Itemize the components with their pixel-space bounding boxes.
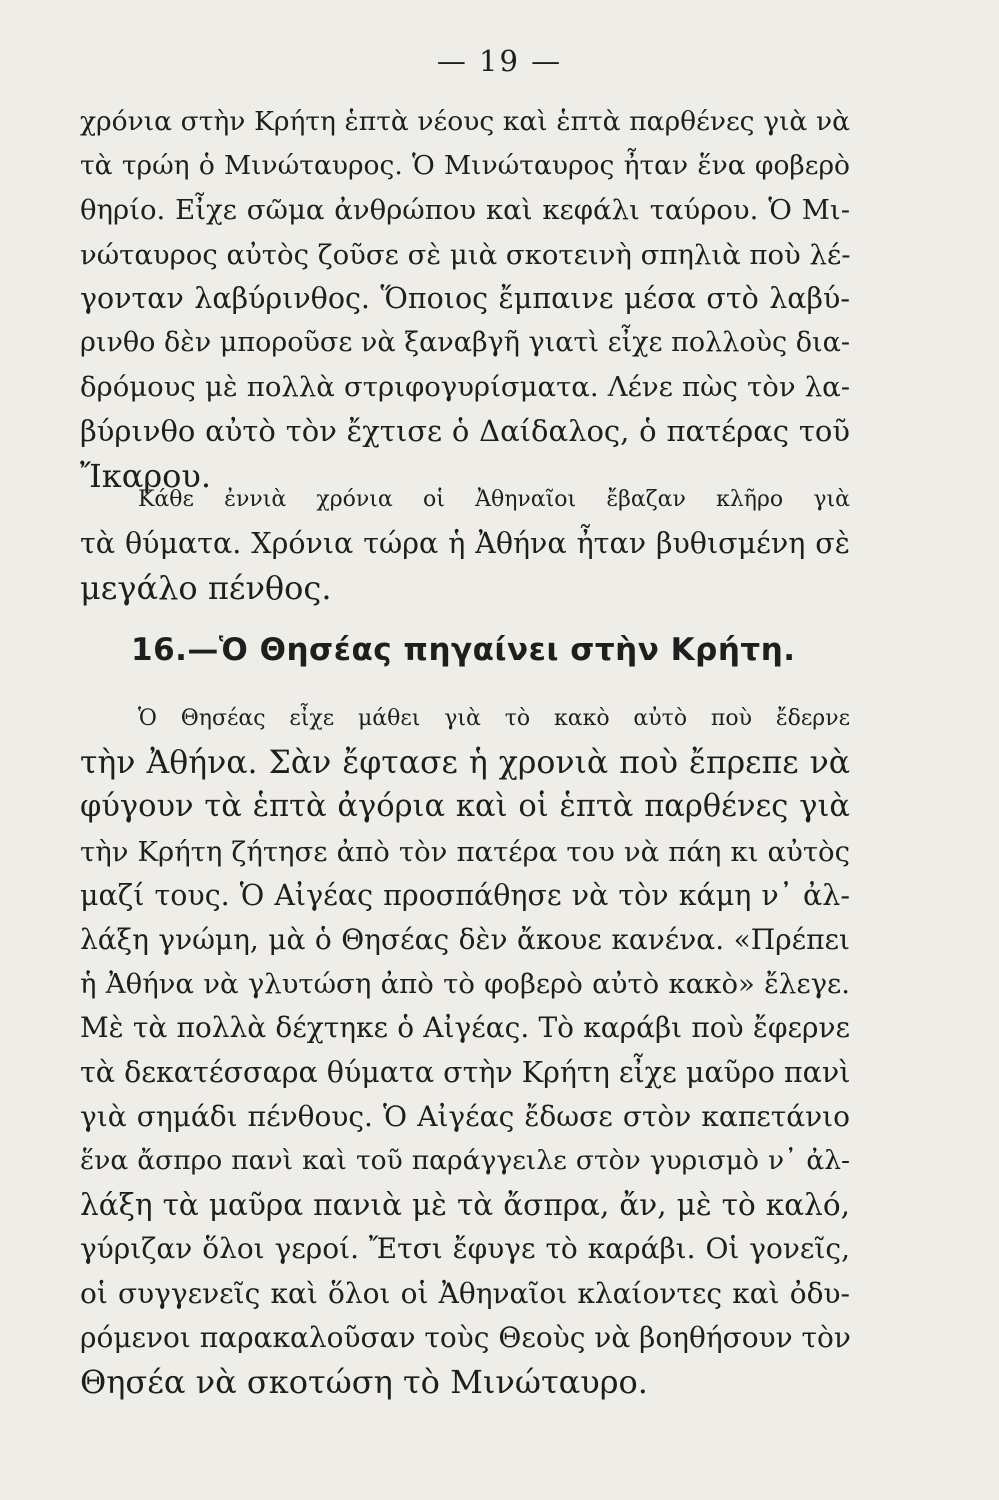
text-line: Μὲ τὰ πολλὰ δέχτηκε ὁ Αἰγέας. Τὸ καράβι ποὺ ἔφερνε <box>80 1011 850 1045</box>
paragraph-lottery <box>80 478 850 611</box>
text-line: φύγουν τὰ ἑπτὰ ἀγόρια καὶ οἱ ἑπτὰ παρθένες γιὰ <box>80 789 850 825</box>
text-line: γύριζαν ὅλοι γεροί. Ἔτσι ἔφυγε τὸ καράβι. Οἱ γονεῖς, <box>80 1232 850 1266</box>
text-line: λάξη γνώμη, μὰ ὁ Θησέας δὲν ἄκουε κανένα. «Πρέπει <box>80 923 850 957</box>
text-line: Θησέα νὰ σκοτώση τὸ Μινώταυρο. <box>80 1363 648 1402</box>
text-line: θηρίο. Εἶχε σῶμα ἀνθρώπου καὶ κεφάλι ταύρου. Ὁ Μι- <box>80 194 850 227</box>
text-line: βύρινθο αὐτὸ τὸν ἔχτισε ὁ Δαίδαλος, ὁ πατέρας τοῦ <box>80 414 850 449</box>
text-line: Κάθε ἐννιὰ χρόνια οἱ Ἀθηναῖοι ἔβαζαν κλῆρο γιὰ <box>138 487 850 512</box>
section-heading: 16.—Ὁ Θησέας πηγαίνει στὴν Κρήτη. <box>131 632 796 668</box>
paragraph-minotaur <box>80 100 850 498</box>
text-line: ρόμενοι παρακαλοῦσαν τοὺς Θεοὺς νὰ βοηθήσουν τὸν <box>80 1320 851 1354</box>
text-line: μεγάλο πένθος. <box>80 569 332 608</box>
text-line: νώταυρος αὐτὸς ζοῦσε σὲ μιὰ σκοτεινὴ σπηλιὰ ποὺ λέ- <box>80 238 851 271</box>
text-line: τὰ δεκατέσσαρα θύματα στὴν Κρήτη εἶχε μαῦρο πανὶ <box>80 1055 851 1089</box>
text-line: Ὁ Θησέας εἶχε μάθει γιὰ τὸ κακὸ αὐτὸ ποὺ ἔδερνε <box>138 706 850 731</box>
page-number: — 19 — <box>436 44 563 78</box>
text-line: τὰ τρώη ὁ Μινώταυρος. Ὁ Μινώταυρος ἦταν ἕνα φοβερὸ <box>80 150 850 182</box>
text-line: τὴν Ἀθήνα. Σὰν ἔφτασε ἡ χρονιὰ ποὺ ἔπρεπε νὰ <box>80 745 850 782</box>
text-line: λάξη τὰ μαῦρα πανιὰ μὲ τὰ ἄσπρα, ἄν, μὲ τὸ καλό, <box>80 1188 850 1223</box>
text-line: γονταν λαβύρινθος. Ὅποιος ἔμπαινε μέσα στὸ λαβύ- <box>80 281 850 315</box>
text-line: ἕνα ἄσπρο πανὶ καὶ τοῦ παράγγειλε στὸν γυρισμὸ ν᾽ ἀλ- <box>80 1145 850 1177</box>
text-line: ἡ Ἀθήνα νὰ γλυτώση ἀπὸ τὸ φοβερὸ αὐτὸ κακὸ» ἔλεγε. <box>80 968 850 1001</box>
text-line: τὰ θύματα. Χρόνια τώρα ἡ Ἀθήνα ἦταν βυθισμένη σὲ <box>80 527 850 561</box>
text-line: γιὰ σημάδι πένθους. Ὁ Αἰγέας ἔδωσε στὸν καπετάνιο <box>80 1099 850 1133</box>
paragraph-theseus <box>80 697 850 1404</box>
text-line: χρόνια στὴν Κρήτη ἑπτὰ νέους καὶ ἑπτὰ παρθένες γιὰ νὰ <box>80 106 850 137</box>
text-line: Ἴκαρου. <box>80 456 212 495</box>
text-line: ρινθο δὲν μποροῦσε νὰ ξαναβγῆ γιατὶ εἶχε πολλοὺς δια- <box>80 327 850 359</box>
text-line: τὴν Κρήτη ζήτησε ἀπὸ τὸν πατέρα του νὰ πάη κι αὐτὸς <box>80 835 850 868</box>
text-line: οἱ συγγενεῖς καὶ ὅλοι οἱ Ἀθηναῖοι κλαίοντες καὶ ὀδυ- <box>80 1276 850 1310</box>
text-line: δρόμους μὲ πολλὰ στριφογυρίσματα. Λένε πὼς τὸν λα- <box>80 371 850 404</box>
text-line: μαζί τους. Ὁ Αἰγέας προσπάθησε νὰ τὸν κάμη ν᾽ ἀλ- <box>80 878 850 912</box>
